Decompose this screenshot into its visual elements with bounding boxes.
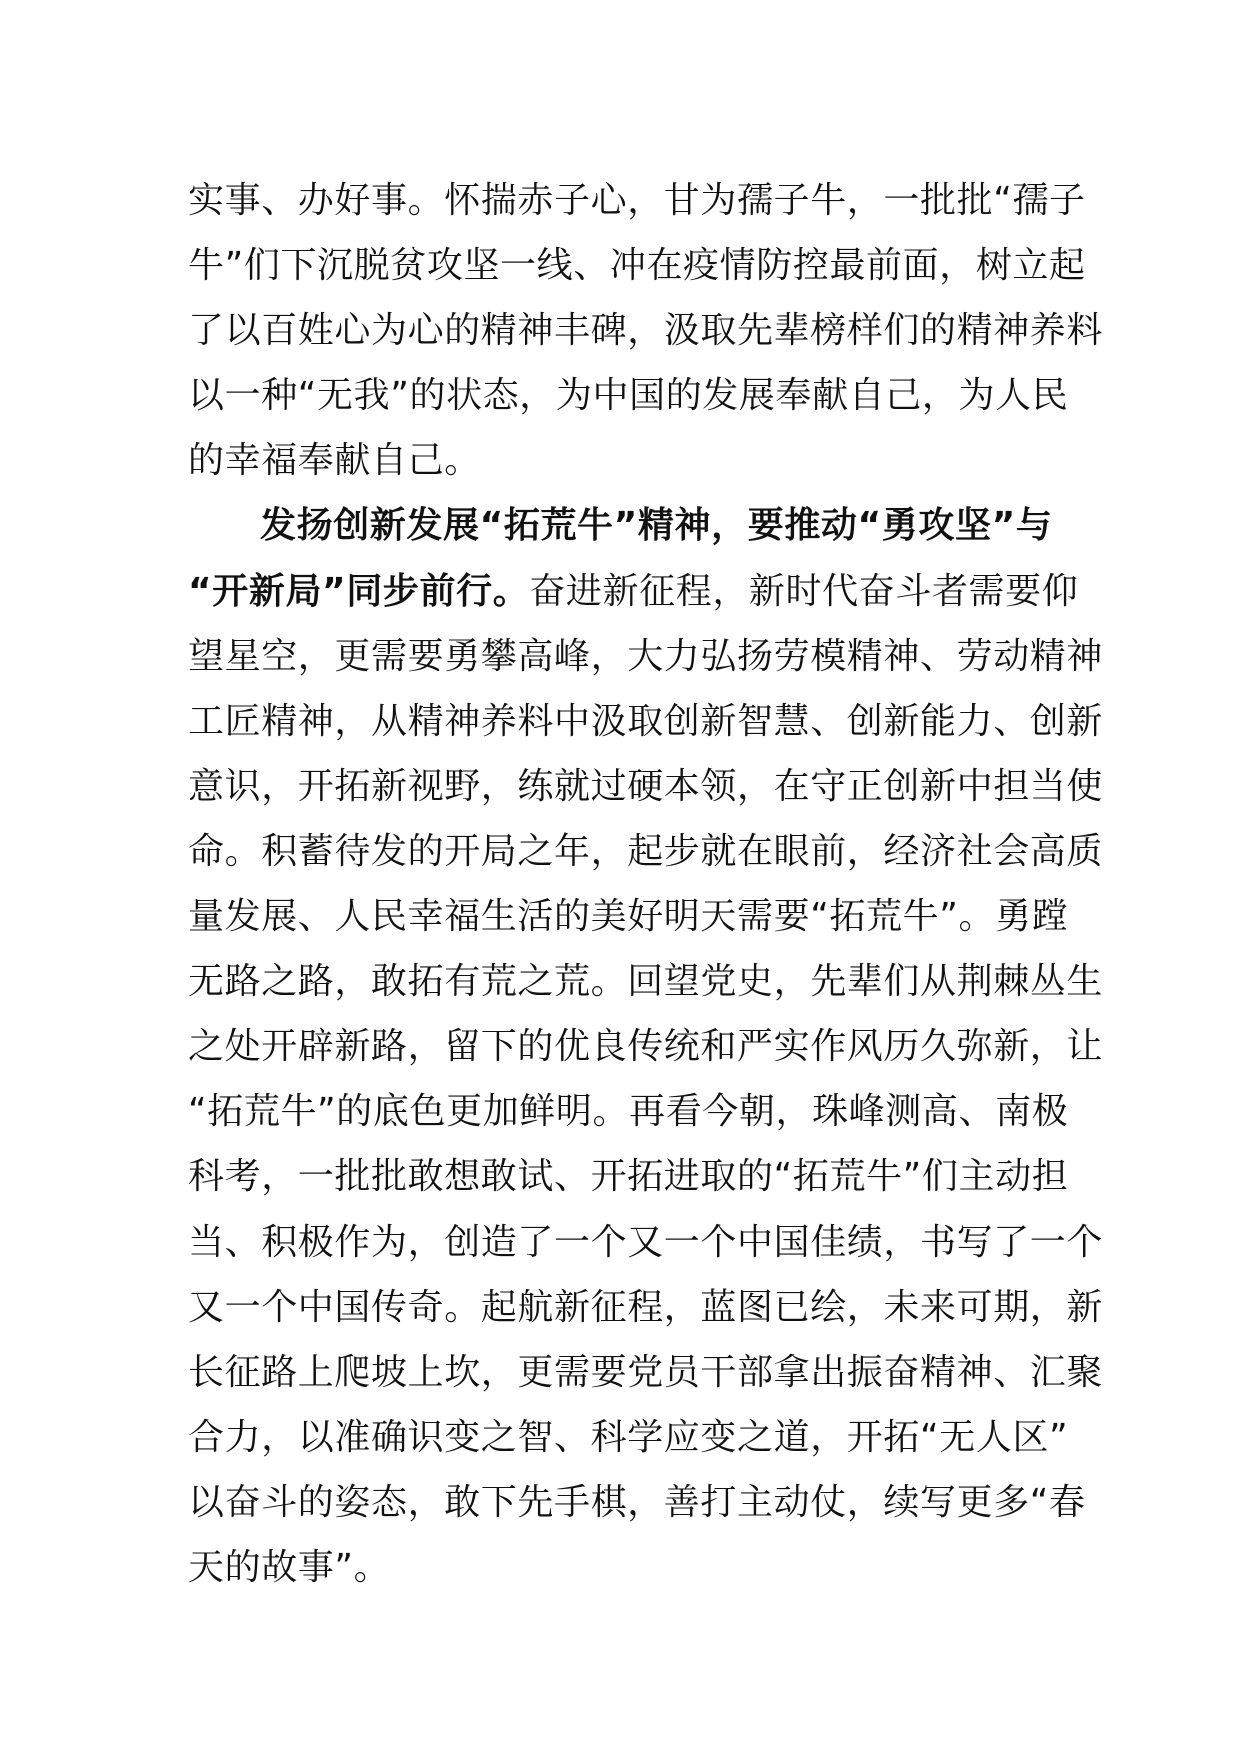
paragraph-line: 实事、办好事。怀揣赤子心，甘为孺子牛，一批批“孺子 bbox=[188, 180, 1086, 221]
paragraph-line: 了以百姓心为心的精神丰碑，汲取先辈榜样们的精神养料 bbox=[188, 310, 1104, 352]
paragraph-line: 意识，开拓新视野，练就过硬本领，在守正创新中担当使 bbox=[188, 765, 1104, 807]
paragraph-line: 当、积极作为，创造了一个又一个中国佳绩，书写了一个 bbox=[188, 1221, 1104, 1263]
paragraph-line: 以一种“无我”的状态，为中国的发展奉献自己，为人民 bbox=[188, 375, 1069, 417]
paragraph-line: 长征路上爬坡上坎，更需要党员干部拿出振奋精神、汇聚 bbox=[188, 1351, 1104, 1393]
paragraph-line: 无路之路，敢拓有荒之荒。回望党史，先辈们从荆棘丛生 bbox=[188, 961, 1104, 1003]
paragraph-line: 科考，一批批敢想敢试、开拓进取的“拓荒牛”们主动担 bbox=[188, 1156, 1069, 1198]
paragraph-2 bbox=[188, 493, 1104, 1600]
paragraph-line: 牛”们下沉脱贫攻坚一线、冲在疫情防控最前面，树立起 bbox=[188, 245, 1086, 287]
paragraph-line bbox=[188, 559, 1079, 624]
section-heading: 发扬创新发展“拓荒牛”精神，要推动“勇攻坚”与 bbox=[260, 505, 1053, 547]
paragraph-line: 之处开辟新路，留下的优良传统和严实作风历久弥新，让 bbox=[188, 1026, 1104, 1068]
paragraph-line: 工匠精神，从精神养料中汲取创新智慧、创新能力、创新 bbox=[188, 700, 1104, 742]
paragraph-line: 望星空，更需要勇攀高峰，大力弘扬劳模精神、劳动精神 bbox=[188, 635, 1104, 677]
document-body bbox=[188, 168, 1104, 1600]
paragraph-line: 以奋斗的姿态，敢下先手棋，善打主动仗，续写更多“春 bbox=[188, 1481, 1086, 1523]
paragraph-line: 量发展、人民幸福生活的美好明天需要“拓荒牛”。勇蹚 bbox=[188, 896, 1069, 938]
paragraph-line: 的幸福奉献自己。 bbox=[188, 440, 481, 482]
section-heading-continuation: “开新局”同步前行。 bbox=[188, 570, 530, 612]
paragraph-1 bbox=[188, 168, 1104, 493]
paragraph-text: 奋进新征程，新时代奋斗者需要仰 bbox=[529, 570, 1079, 612]
paragraph-line: 命。积蓄待发的开局之年，起步就在眼前，经济社会高质 bbox=[188, 830, 1104, 872]
paragraph-line: 合力，以准确识变之智、科学应变之道，开拓“无人区” bbox=[188, 1416, 1069, 1458]
paragraph-line: 天的故事”。 bbox=[188, 1546, 391, 1588]
paragraph-line: 又一个中国传奇。起航新征程，蓝图已绘，未来可期，新 bbox=[188, 1286, 1104, 1328]
paragraph-line: “拓荒牛”的底色更加鲜明。再看今朝，珠峰测高、南极 bbox=[188, 1091, 1069, 1133]
